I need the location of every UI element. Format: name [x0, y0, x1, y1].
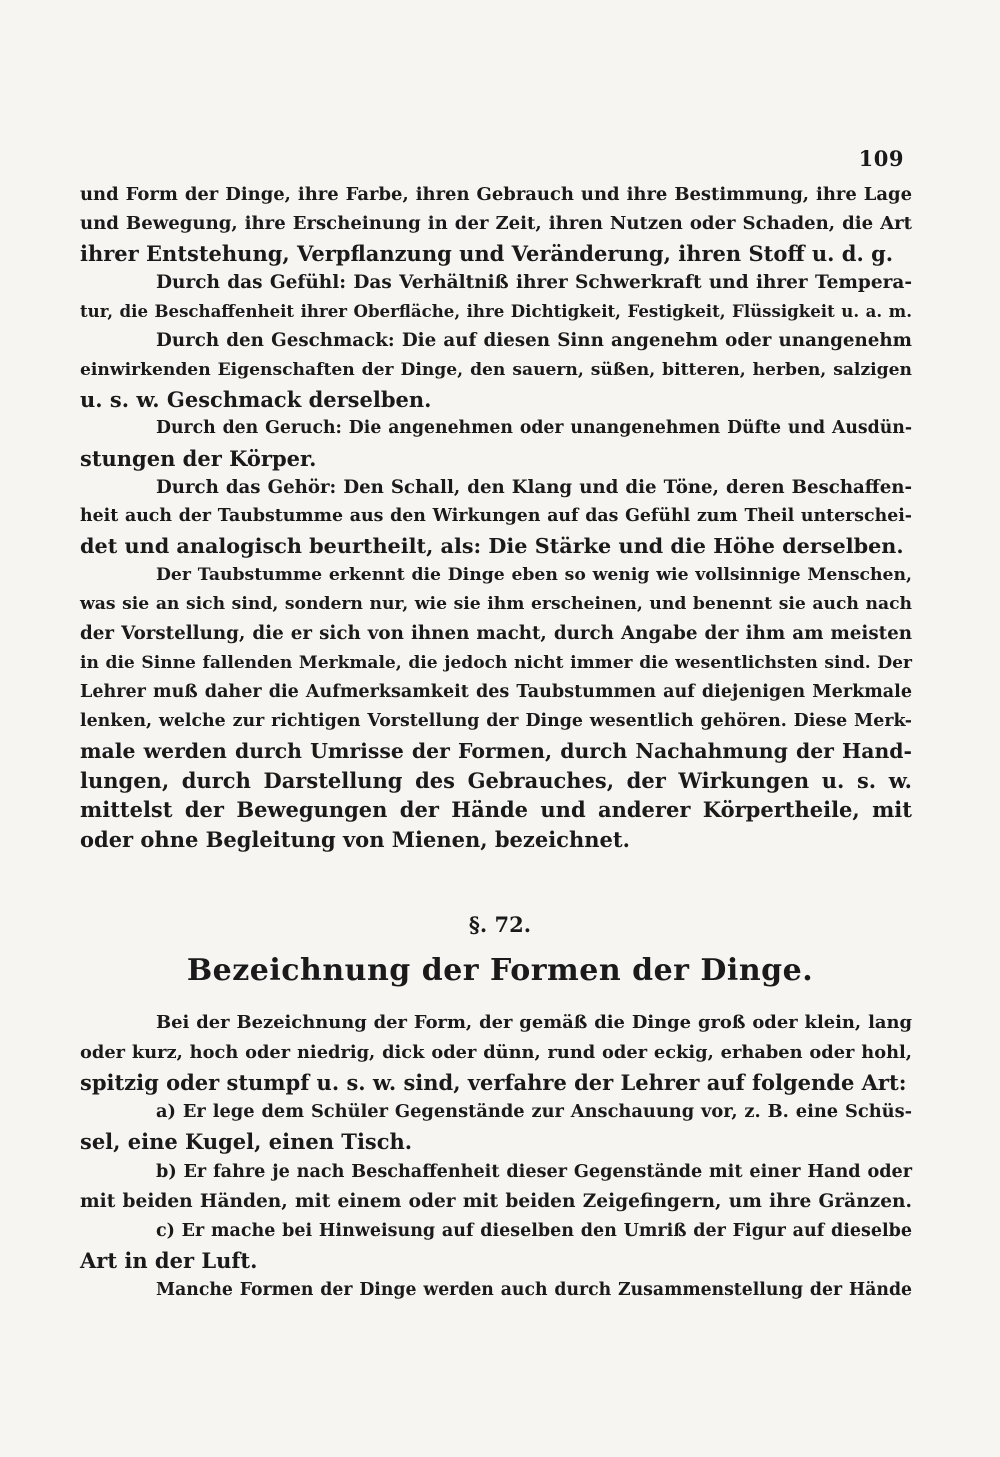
- text-line: lenken, welche zur richtigen Vorstellung der Dinge wesentlich gehören. Diese Merk-: [80, 711, 912, 732]
- section-number: §. 72.: [468, 912, 532, 937]
- text-line: Durch das Gefühl: Das Verhältniß ihrer Schwerkraft und ihrer Tempera-: [156, 271, 912, 293]
- text-line: sel, eine Kugel, einen Tisch.: [80, 1129, 413, 1155]
- text-line: Bei der Bezeichnung der Form, der gemäß die Dinge groß oder klein, lang: [156, 1012, 912, 1033]
- text-line: und Form der Dinge, ihre Farbe, ihren Gebrauch und ihre Bestimmung, ihre Lage: [80, 184, 912, 205]
- text-line: Durch den Geruch: Die angenehmen oder unangenehmen Düfte und Ausdün-: [156, 418, 912, 439]
- body-text-bottom: [80, 1008, 912, 1306]
- text-line: heit auch der Taubstumme aus den Wirkungen auf das Gefühl zum Theil unterschei-: [80, 506, 912, 527]
- text-line: det und analogisch beurtheilt, als: Die Stärke und die Höhe derselben.: [80, 533, 904, 558]
- text-line: oder ohne Begleitung von Mienen, bezeichnet.: [80, 826, 630, 852]
- text-line: was sie an sich sind, sondern nur, wie sie ihm erscheinen, und benennt sie auch nach: [80, 594, 912, 615]
- section-heading: Bezeichnung der Formen der Dinge.: [186, 953, 814, 988]
- text-line: spitzig oder stumpf u. s. w. sind, verfahre der Lehrer auf folgende Art:: [80, 1069, 907, 1095]
- list-item-b: b) Er fahre je nach Beschaffenheit dieser Gegenstände mit einer Hand oder: [156, 1160, 912, 1182]
- text-line: der Vorstellung, die er sich von ihnen macht, durch Angabe der ihm am meisten: [80, 623, 912, 645]
- text-line: mittelst der Bewegungen der Hände und anderer Körpertheile, mit: [80, 797, 912, 823]
- text-line: oder kurz, hoch oder niedrig, dick oder dünn, rund oder eckig, erhaben oder hohl,: [80, 1041, 912, 1063]
- text-line: in die Sinne fallenden Merkmale, die jedoch nicht immer die wesentlichsten sind. Der: [80, 652, 912, 673]
- text-line: Lehrer muß daher die Aufmerksamkeit des Taubstummen auf diejenigen Merkmale: [80, 682, 912, 703]
- text-line: u. s. w. Geschmack derselben.: [80, 387, 432, 413]
- text-line: und Bewegung, ihre Erscheinung in der Zeit, ihren Nutzen oder Schaden, die Art: [80, 213, 912, 235]
- text-line: Art in der Luft.: [80, 1248, 258, 1274]
- text-line: stungen der Körper.: [80, 445, 317, 471]
- text-line: einwirkenden Eigenschaften der Dinge, den sauern, süßen, bitteren, herben, salzigen: [80, 359, 912, 380]
- text-line: mit beiden Händen, mit einem oder mit beiden Zeigefingern, um ihre Gränzen.: [80, 1190, 912, 1212]
- text-line: lungen, durch Darstellung des Gebrauches, der Wirkungen u. s. w.: [80, 767, 912, 793]
- list-item-c: c) Er mache bei Hinweisung auf dieselben den Umriß der Figur auf dieselbe: [156, 1220, 912, 1241]
- list-item-a: a) Er lege dem Schüler Gegenstände zur Anschauung vor, z. B. eine Schüs-: [156, 1101, 912, 1123]
- text-line: Der Taubstumme erkennt die Dinge eben so wenig wie vollsinnige Menschen,: [156, 564, 912, 585]
- text-line: Manche Formen der Dinge werden auch durch Zusammenstellung der Hände: [156, 1280, 912, 1301]
- text-line: ihrer Entstehung, Verpflanzung und Veränderung, ihren Stoff u. d. g.: [80, 240, 894, 266]
- text-line: Durch das Gehör: Den Schall, den Klang und die Töne, deren Beschaffen-: [156, 476, 912, 498]
- text-line: male werden durch Umrisse der Formen, durch Nachahmung der Hand-: [80, 738, 912, 763]
- text-line: Durch den Geschmack: Die auf diesen Sinn angenehm oder unangenehm: [156, 330, 912, 352]
- text-line: tur, die Beschaffenheit ihrer Oberfläche, ihre Dichtigkeit, Festigkeit, Flüssigkeit u. a. m.: [80, 301, 912, 322]
- body-text-top: [80, 180, 912, 854]
- page-number: 109: [858, 146, 904, 171]
